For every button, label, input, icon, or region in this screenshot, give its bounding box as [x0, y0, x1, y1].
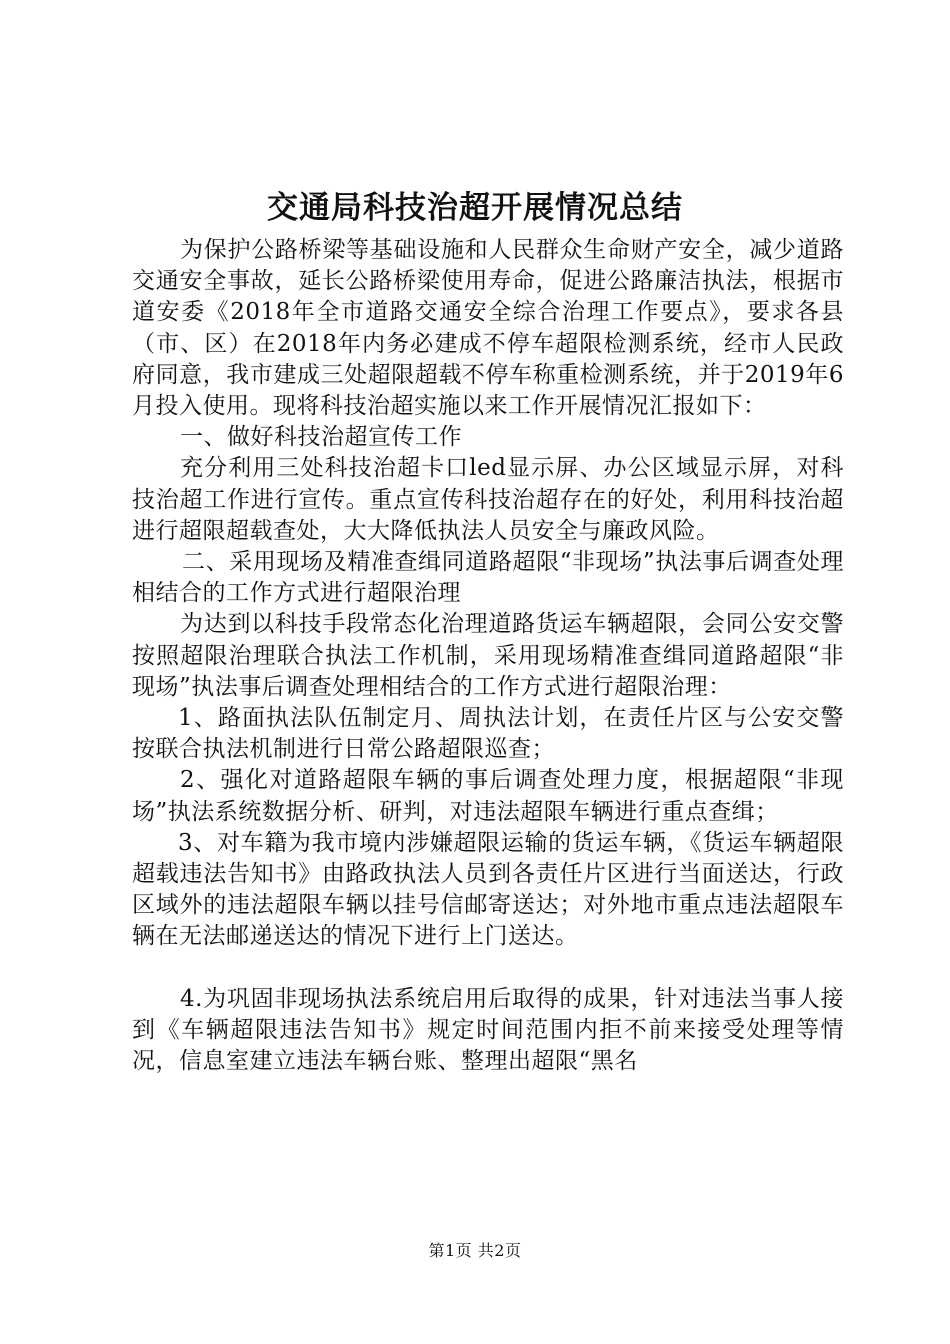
- section-heading-2: 二、采用现场及精准查缉同道路超限“非现场”执法事后调查处理相结合的工作方式进行超限治理: [132, 549, 844, 607]
- list-item-4: 4.为巩固非现场执法系统启用后取得的成果，针对违法当事人接到《车辆超限违法告知书》规定时间范围内拒不前来接受处理等情况，信息室建立违法车辆台账、整理出超限“黑名: [132, 985, 844, 1075]
- paragraph-method: 为达到以科技手段常态化治理道路货运车辆超限，会同公安交警按照超限治理联合执法工作机制，采用现场精准查缉同道路超限“非现场”执法事后调查处理相结合的工作方式进行超限治理：: [132, 611, 844, 700]
- paragraph-intro: 为保护公路桥梁等基础设施和人民群众生命财产安全，减少道路交通安全事故，延长公路桥梁使用寿命，促进公路廉洁执法，根据市道安委《2018年全市道路交通安全综合治理工作要点》，要求各县（市、区）在2018年内务必建成不停车超限检测系统，经市人民政府同意，我市建成三处超限超载不停车称重检测系统，并于2019年6月投入使用。现将科技治超实施以来工作开展情况汇报如下：: [132, 237, 844, 420]
- list-item-3: 3、对车籍为我市境内涉嫌超限运输的货运车辆，《货运车辆超限超载违法告知书》由路政执法人员到各责任片区进行当面送达，行政区域外的违法超限车辆以挂号信邮寄送达；对外地市重点违法超限车辆在无法邮递送达的情况下进行上门送达。: [132, 829, 844, 950]
- document-body: [132, 235, 844, 1077]
- section-heading-1: 一、做好科技治超宣传工作: [180, 424, 462, 451]
- page-number-footer: 第1页 共2页: [428, 1241, 522, 1260]
- paragraph-spacer: [132, 953, 844, 984]
- document-title: 交通局科技治超开展情况总结: [267, 190, 683, 226]
- list-item-1: 1、路面执法队伍制定月、周执法计划，在责任片区与公安交警按联合执法机制进行日常公路超限巡查；: [132, 705, 844, 763]
- paragraph-publicity: 充分利用三处科技治超卡口led显示屏、办公区域显示屏，对科技治超工作进行宣传。重点宣传科技治超存在的好处，利用科技治超进行超限超载查处，大大降低执法人员安全与廉政风险。: [132, 455, 844, 544]
- list-item-2: 2、强化对道路超限车辆的事后调查处理力度，根据超限“非现场”执法系统数据分析、研判，对违法超限车辆进行重点查缉；: [132, 767, 844, 825]
